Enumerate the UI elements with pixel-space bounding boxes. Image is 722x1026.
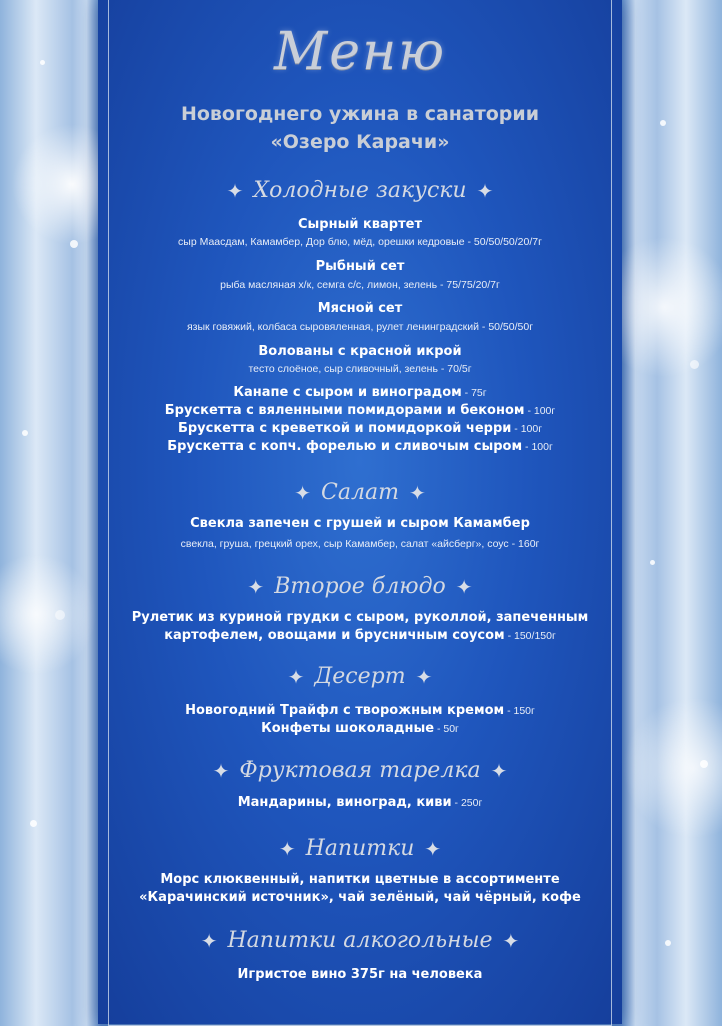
menu-item-name: Брускетта с креветкой и помидоркой черри — [177, 421, 512, 436]
snowflake — [700, 760, 708, 768]
section-fruit-title: Фруктовая тарелка — [239, 758, 481, 783]
menu-item: Волованы с красной икрой — [258, 344, 462, 359]
menu-item-weight: - 100г — [524, 405, 556, 417]
snowflake — [22, 430, 28, 436]
sparkle-star-icon: ✦ — [278, 837, 296, 861]
menu-item-inline — [98, 628, 622, 643]
section-drinks-heading — [98, 836, 622, 861]
snowflake — [690, 360, 699, 369]
section-salad-title: Салат — [321, 480, 399, 505]
sparkle-star-icon: ✦ — [212, 759, 230, 783]
sparkle-star-icon: ✦ — [502, 929, 520, 953]
section-fruit-heading — [98, 758, 622, 783]
sparkle-star-icon: ✦ — [415, 665, 433, 689]
sparkle-star-icon: ✦ — [490, 759, 508, 783]
snowflake — [55, 610, 65, 620]
menu-item-desc: сыр Маасдам, Камамбер, Дор блю, мёд, орешки кедровые - 50/50/50/20/7г — [178, 236, 542, 248]
menu-item-inline — [98, 421, 622, 436]
section-cold-heading — [98, 178, 622, 203]
sparkle-star-icon: ✦ — [455, 575, 473, 599]
menu-item: Мясной сет — [317, 301, 403, 316]
menu-item-inline — [98, 385, 622, 400]
menu-item-desc: свекла, груша, грецкий орех, сыр Камамбер, салат «айсберг», соус - 160г — [180, 538, 540, 550]
menu-item-name: Мандарины, виноград, киви — [237, 795, 452, 810]
menu-item-name: Канапе с сыром и виноградом — [233, 385, 462, 400]
snowflake — [665, 940, 671, 946]
menu-item-weight: - 100г — [511, 423, 543, 435]
sparkle-star-icon: ✦ — [226, 179, 244, 203]
menu-item: Сырный квартет — [298, 217, 422, 232]
menu-item-weight: - 75г — [461, 387, 487, 399]
section-alcohol-heading — [98, 928, 622, 953]
menu-item: Свекла запечен с грушей и сыром Камамбер — [190, 516, 530, 531]
menu-item-name: Конфеты шоколадные — [261, 721, 435, 736]
section-cold-title: Холодные закуски — [253, 178, 467, 203]
menu-item-weight: - 50г — [434, 723, 459, 735]
sparkle-star-icon: ✦ — [287, 665, 305, 689]
menu-item-inline — [98, 403, 622, 418]
sparkle-star-icon: ✦ — [200, 929, 218, 953]
menu-item: Рулетик из куриной грудки с сыром, руколлой, запеченным — [131, 610, 589, 625]
section-salad-heading — [98, 480, 622, 505]
section-dessert-title: Десерт — [314, 664, 406, 689]
snowflake — [40, 60, 45, 65]
menu-item-inline — [98, 703, 622, 718]
sparkle-star-icon: ✦ — [424, 837, 442, 861]
menu-item-inline — [98, 439, 622, 454]
menu-item: «Карачинский источник», чай зелёный, чай чёрный, кофе — [139, 890, 581, 905]
menu-item: Морс клюквенный, напитки цветные в ассортименте — [160, 872, 560, 887]
menu-item-desc: язык говяжий, колбаса сыровяленная, рулет ленинградский - 50/50/50г — [186, 321, 534, 333]
section-alcohol-title: Напитки алкогольные — [227, 928, 493, 953]
section-main-heading — [98, 574, 622, 599]
snowflake — [660, 120, 666, 126]
sparkle-star-icon: ✦ — [476, 179, 494, 203]
menu-item-desc: тесто слоёное, сыр сливочный, зелень - 70/5г — [248, 363, 472, 375]
menu-item-weight: - 250г — [451, 797, 483, 809]
menu-item-name: Брускетта с вяленными помидорами и беконом — [164, 403, 525, 418]
menu-item-inline — [98, 721, 622, 736]
menu-title: Меню — [273, 22, 447, 82]
menu-item-weight: - 150г — [504, 705, 535, 717]
subtitle-line1: Новогоднего ужина в санатории — [180, 103, 540, 125]
menu-item-name: Новогодний Трайфл с творожным кремом — [185, 703, 505, 718]
snowflake — [650, 560, 655, 565]
menu-item-name: Брускетта с копч. форелью и сливочым сыром — [167, 439, 523, 454]
snowflake — [30, 820, 37, 827]
section-dessert-heading — [98, 664, 622, 689]
menu-item-name: картофелем, овощами и брусничным соусом — [164, 628, 505, 643]
menu-panel — [98, 0, 622, 1024]
menu-item: Игристое вино 375г на человека — [237, 967, 483, 982]
menu-item-weight: - 150/150г — [504, 630, 556, 642]
menu-item-inline — [98, 795, 622, 810]
subtitle-line2: «Озеро Карачи» — [270, 131, 450, 153]
sparkle-star-icon: ✦ — [408, 481, 426, 505]
menu-item: Рыбный сет — [315, 259, 405, 274]
menu-item-desc: рыба масляная х/к, семга с/с, лимон, зелень - 75/75/20/7г — [220, 279, 500, 291]
snowflake — [70, 240, 78, 248]
sparkle-star-icon: ✦ — [294, 481, 312, 505]
section-main-title: Второе блюдо — [274, 574, 446, 599]
sparkle-star-icon: ✦ — [247, 575, 265, 599]
section-drinks-title: Напитки — [305, 836, 415, 861]
menu-item-weight: - 100г — [522, 441, 553, 453]
